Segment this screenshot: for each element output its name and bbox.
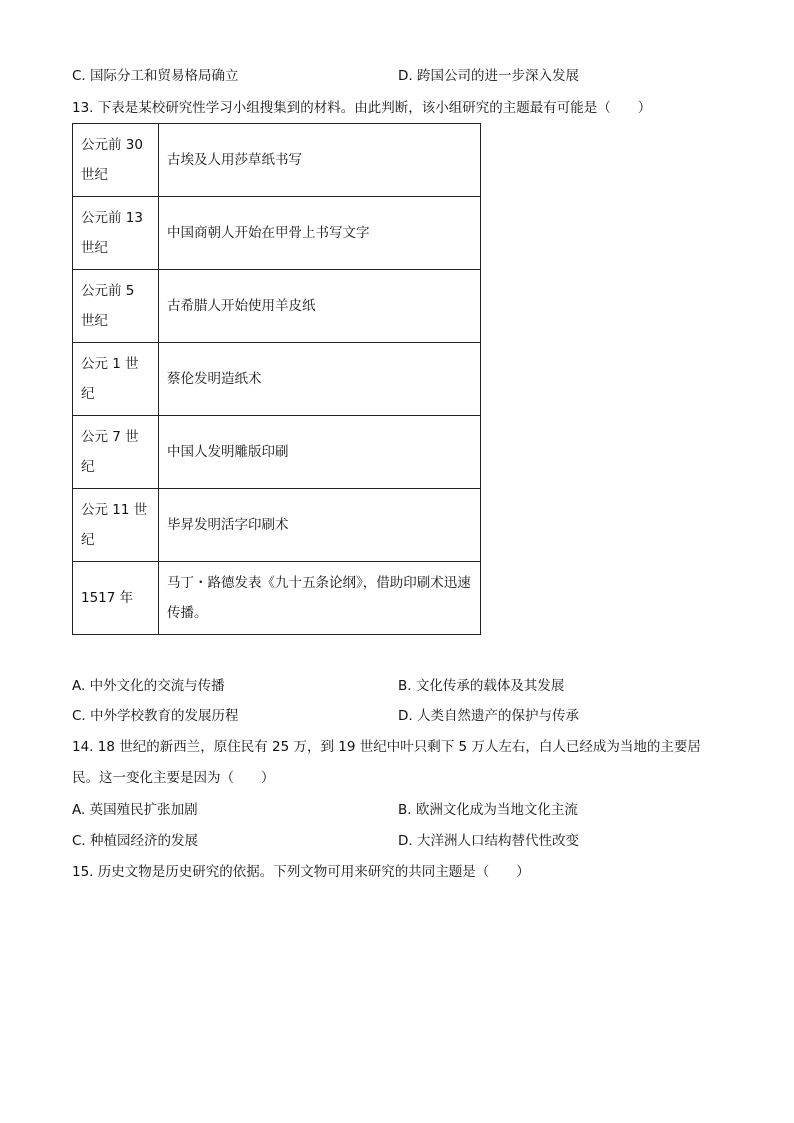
q14-option-a: A. 英国殖民扩张加剧 [72,802,198,818]
table-cell-time: 公元 1 世纪 [73,343,159,416]
prev-option-d: D. 跨国公司的进一步深入发展 [398,68,579,84]
table-row [73,197,481,270]
table-cell-event: 中国人发明雕版印刷 [159,416,481,489]
table-row [73,562,481,635]
table-cell-time: 公元前 30 世纪 [73,124,159,197]
table-cell-time: 公元前 5 世纪 [73,270,159,343]
table-cell-event: 毕昇发明活字印刷术 [159,489,481,562]
q14-option-b: B. 欧洲文化成为当地文化主流 [398,802,578,818]
table-cell-event: 古埃及人用莎草纸书写 [159,124,481,197]
q13-option-b: B. 文化传承的载体及其发展 [398,678,565,694]
table-row [73,416,481,489]
table-row [73,489,481,562]
q14-option-c: C. 种植园经济的发展 [72,833,199,849]
table-cell-event: 蔡伦发明造纸术 [159,343,481,416]
prev-option-c: C. 国际分工和贸易格局确立 [72,68,239,84]
q13-option-d: D. 人类自然遗产的保护与传承 [398,708,579,724]
q14-stem-line1: 14. 18 世纪的新西兰，原住民有 25 万，到 19 世纪中叶只剩下 5 万人左右，白人已经成为当地的主要居 [72,739,701,755]
table-cell-time: 公元 7 世纪 [73,416,159,489]
table-row [73,343,481,416]
table-cell-event: 古希腊人开始使用羊皮纸 [159,270,481,343]
table-cell-event: 马丁・路德发表《九十五条论纲》，借助印刷术迅速传播。 [159,562,481,635]
q15-stem: 15. 历史文物是历史研究的依据。下列文物可用来研究的共同主题是（ ） [72,864,530,880]
table-cell-time: 公元 11 世纪 [73,489,159,562]
q14-stem-line2: 民。这一变化主要是因为（ ） [72,770,275,786]
q14-option-d: D. 大洋洲人口结构替代性改变 [398,833,579,849]
q13-stem: 13. 下表是某校研究性学习小组搜集到的材料。由此判断，该小组研究的主题最有可能是（ ） [72,100,652,116]
table-cell-time: 1517 年 [73,562,159,635]
q13-materials-table [72,123,481,635]
q13-option-a: A. 中外文化的交流与传播 [72,678,225,694]
table-cell-event: 中国商朝人开始在甲骨上书写文字 [159,197,481,270]
q13-option-c: C. 中外学校教育的发展历程 [72,708,239,724]
table-row [73,124,481,197]
table-cell-time: 公元前 13 世纪 [73,197,159,270]
table-row [73,270,481,343]
